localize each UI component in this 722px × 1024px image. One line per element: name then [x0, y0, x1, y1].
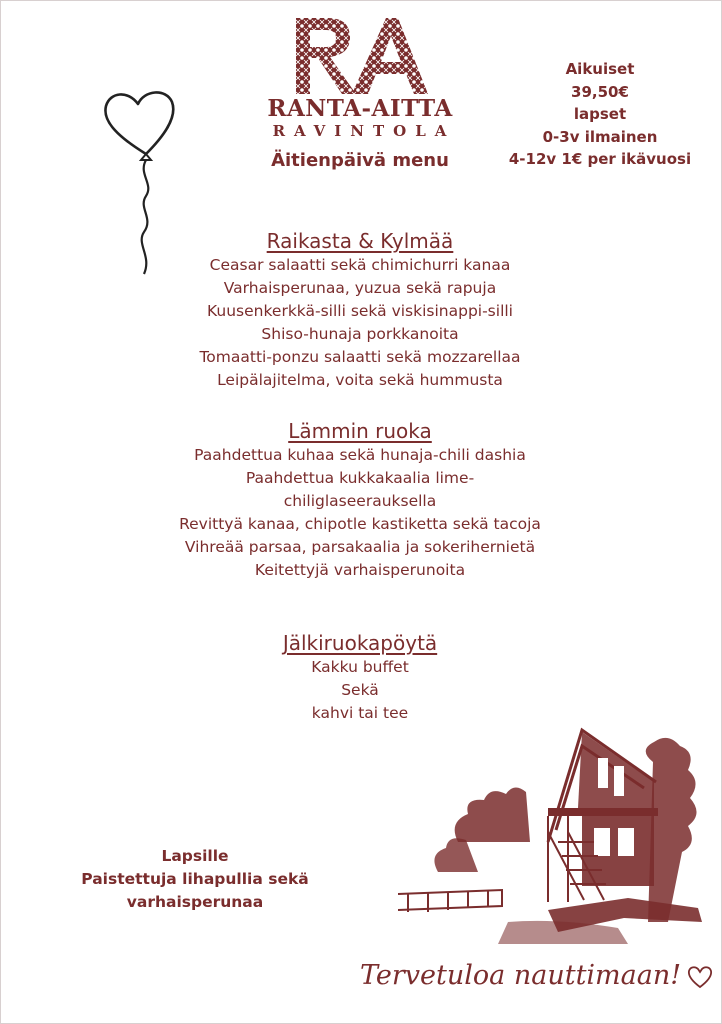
menu-item: Kakku buffet [311, 658, 409, 676]
kids-line: varhaisperunaa [126, 893, 264, 911]
welcome-text: Tervetuloa nauttimaan! [360, 960, 682, 991]
menu-item: Shiso-hunaja porkkanoita [261, 325, 459, 343]
menu-item: kahvi tai tee [311, 704, 409, 722]
menu-item: Leipälajitelma, voita sekä hummusta [217, 371, 503, 389]
welcome-signature [360, 960, 700, 991]
menu-item: Kuusenkerkkä-silli sekä viskisinappi-silli [207, 302, 513, 320]
menu-item: Paahdettua kuhaa sekä hunaja-chili dashia [194, 446, 526, 464]
adults-label: Aikuiset [565, 60, 635, 78]
kids-free-price: 0-3v ilmainen [542, 127, 658, 146]
menu-item: Vihreää parsaa, parsakaalia ja sokerihernietä [184, 538, 536, 556]
kids-title: Lapsille [161, 847, 229, 865]
brand-name: RANTA-AITTA [267, 95, 453, 122]
kids-menu [50, 845, 340, 914]
ranta-aitta-logo [290, 14, 430, 98]
heart-icon [687, 964, 713, 990]
menu-item: Sekä [341, 681, 379, 699]
brand-block [262, 96, 458, 140]
section-dessert [110, 630, 610, 725]
section-cold [110, 228, 610, 392]
kids-label: lapset [573, 105, 627, 123]
kids-line: Paistettuja lihapullia sekä [81, 870, 309, 888]
menu-title: Äitienpäivä menu [271, 150, 449, 171]
menu-item: chiliglaseerauksella [283, 492, 437, 510]
menu-item: Tomaatti-ponzu salaatti sekä mozzarellaa [199, 348, 521, 366]
kids-rate-price: 4-12v 1€ per ikävuosi [508, 150, 692, 168]
section-warm-title: Lämmin ruoka [288, 419, 432, 443]
menu-item: Ceasar salaatti sekä chimichurri kanaa [209, 256, 511, 274]
menu-item: Varhaisperunaa, yuzua sekä rapuja [223, 279, 497, 297]
adults-price: 39,50€ [571, 82, 629, 101]
menu-item: Revittyä kanaa, chipotle kastiketta sekä tacoja [179, 515, 541, 533]
menu-item: Keitettyjä varhaisperunoita [254, 561, 466, 579]
section-dessert-title: Jälkiruokapöytä [282, 631, 438, 655]
price-block [500, 58, 700, 171]
brand-subtitle: RAVINTOLA [272, 122, 456, 140]
menu-item: Paahdettua kukkakaalia lime- [245, 469, 475, 487]
house-illustration [398, 722, 708, 950]
section-warm [110, 418, 610, 582]
section-cold-title: Raikasta & Kylmää [266, 229, 454, 253]
